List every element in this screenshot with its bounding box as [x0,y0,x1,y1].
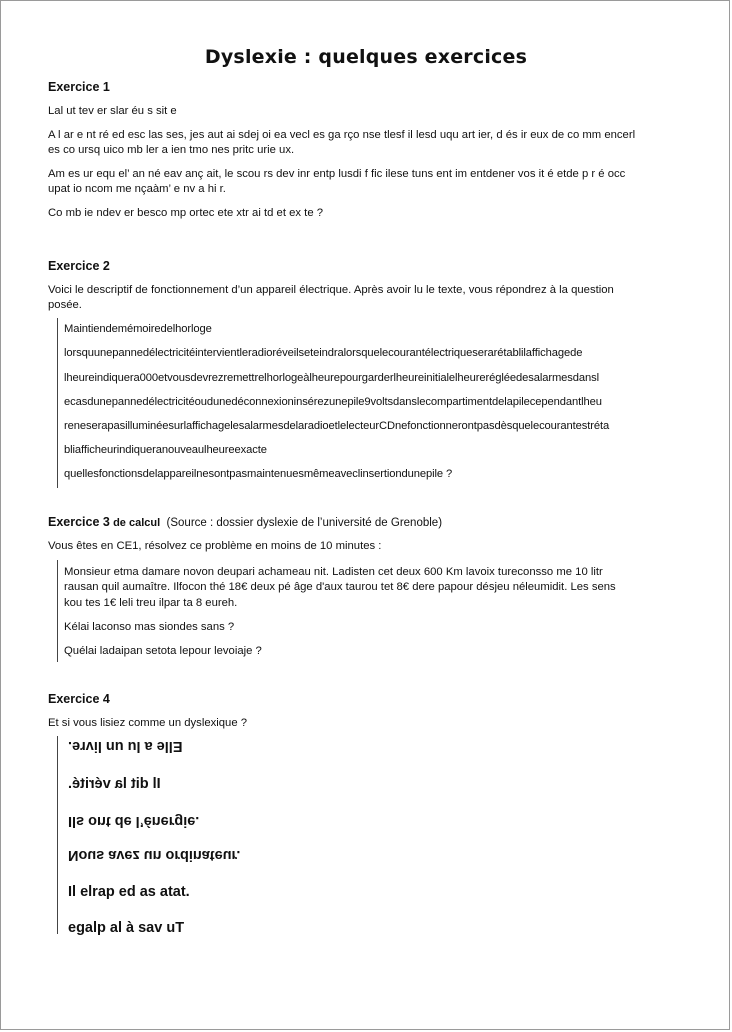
exercise-3-intro: Vous êtes en CE1, résolvez ce problème en moins de 10 minutes : [48,540,382,552]
flipped-text: Nous avez un ordinateur. [68,847,241,863]
exercise-3-question: Kélai laconso mas siondes sans ? [64,621,235,633]
dyslexic-sentence-flipped [68,847,240,863]
mirrored-text: Il dit la vérité. [68,776,161,792]
exercise-3-problem-line: kou tes 1€ leli treu ilpar ta 8 eureh. [64,597,238,609]
exercise-3-subheading: de calcul [113,517,161,529]
flipped-text: Ils ont de l’énergie. [68,813,200,829]
exercise-1-line: Lal ut tev er slar éu s sit e [48,105,177,117]
exercise-3-source: (Source : dossier dyslexie de l’université de Grenoble) [166,517,443,529]
exercise-4-intro: Et si vous lisiez comme un dyslexique ? [48,717,248,729]
page-title: Dyslexie : quelques exercices [204,46,528,68]
exercise-2-text-line: ecasdunepannedélectricitéoudunedéconnexioninsérezunepile9voltsdanslecompartimentdelapilecependantlheu [64,396,602,408]
exercise-2-intro: posée. [48,299,82,311]
exercise-3-problem-line: Monsieur etma damare novon deupari achameau nit. Ladisten cet deux 600 Km lavoix tureconsso me 10 litr [64,566,603,578]
dyslexic-sentence-mirrored [68,776,161,792]
quote-bar [57,318,58,488]
rotated-text: Elle a lu un livre. [68,738,183,754]
exercise-2-text-line: reneserapasilluminéesurlaffichagelesalarmesdelaradioetlelecteurCDnefonctionnerontpasdèsquelecourantestréta [64,420,610,432]
exercise-2-heading: Exercice 2 [48,259,110,273]
exercise-3-question: Quélai ladaipan setota lepour levoiaje ? [64,645,262,657]
exercise-1-heading: Exercice 1 [48,80,110,94]
dyslexic-sentence-flipped [68,813,199,829]
exercise-2-text-line: Maintiendemémoiredelhorloge [64,323,212,335]
quote-bar [57,736,58,934]
exercise-2-text-line: lheureindiquera000etvousdevrezremettrelhorlogeàlheurepourgarderlheureinitialelheurerégléedesalarmesdansl [64,372,600,384]
exercise-1-line: Co mb ie ndev er besco mp ortec ete xtr ai td et ex te ? [48,207,324,219]
exercise-3-problem-line: rausan quil aumaître. Ilfocon thé 18€ deux pé âge d'aux taurou tet 8€ dere papour désjeu néleumidit. Les sens [64,581,616,593]
exercise-1-line: A l ar e nt ré ed esc las ses, jes aut ai sdej oi ea vecl es ga rço nse tlesf il lesd uqu art ier, d és ir eux de co mm encerl [48,129,636,141]
exercise-2-text-line: bliafficheurindiqueranouveaulheureexacte [64,444,267,456]
exercise-2-question: quellesfonctionsdelappareilnesontpasmaintenuesmêmeaveclinsertiondunepile ? [64,468,453,480]
exercise-3-heading-row [48,515,442,529]
quote-bar [57,560,58,662]
exercise-2-intro: Voici le descriptif de fonctionnement d’un appareil électrique. Après avoir lu le texte, vous répondrez à la question [48,284,614,296]
dyslexic-sentence-rotated [68,738,182,754]
exercise-2-text-line: lorsquunepannedélectricitéintervientleradioréveilseteindralorsquelecourantélectriqueserarétablilaffichagede [64,347,583,359]
exercise-3-heading: Exercice 3 [48,515,110,529]
dyslexic-sentence-reversed: Il elrap ed as atat. [68,884,190,900]
dyslexic-sentence-reversed: egalp al à sav uT [68,920,185,936]
exercise-1-line: upat io ncom me nçaàm’ e nv a hi r. [48,183,226,195]
exercise-1-line: Am es ur equ el’ an né eav anç ait, le scou rs dev inr entp lusdi f fic ilese tuns ent im entdener vos it é etde p r é occ [48,168,626,180]
exercise-1-line: es co ursq uico mb ler a ien tmo nes pritc urie ux. [48,144,295,156]
exercise-4-heading: Exercice 4 [48,692,110,706]
